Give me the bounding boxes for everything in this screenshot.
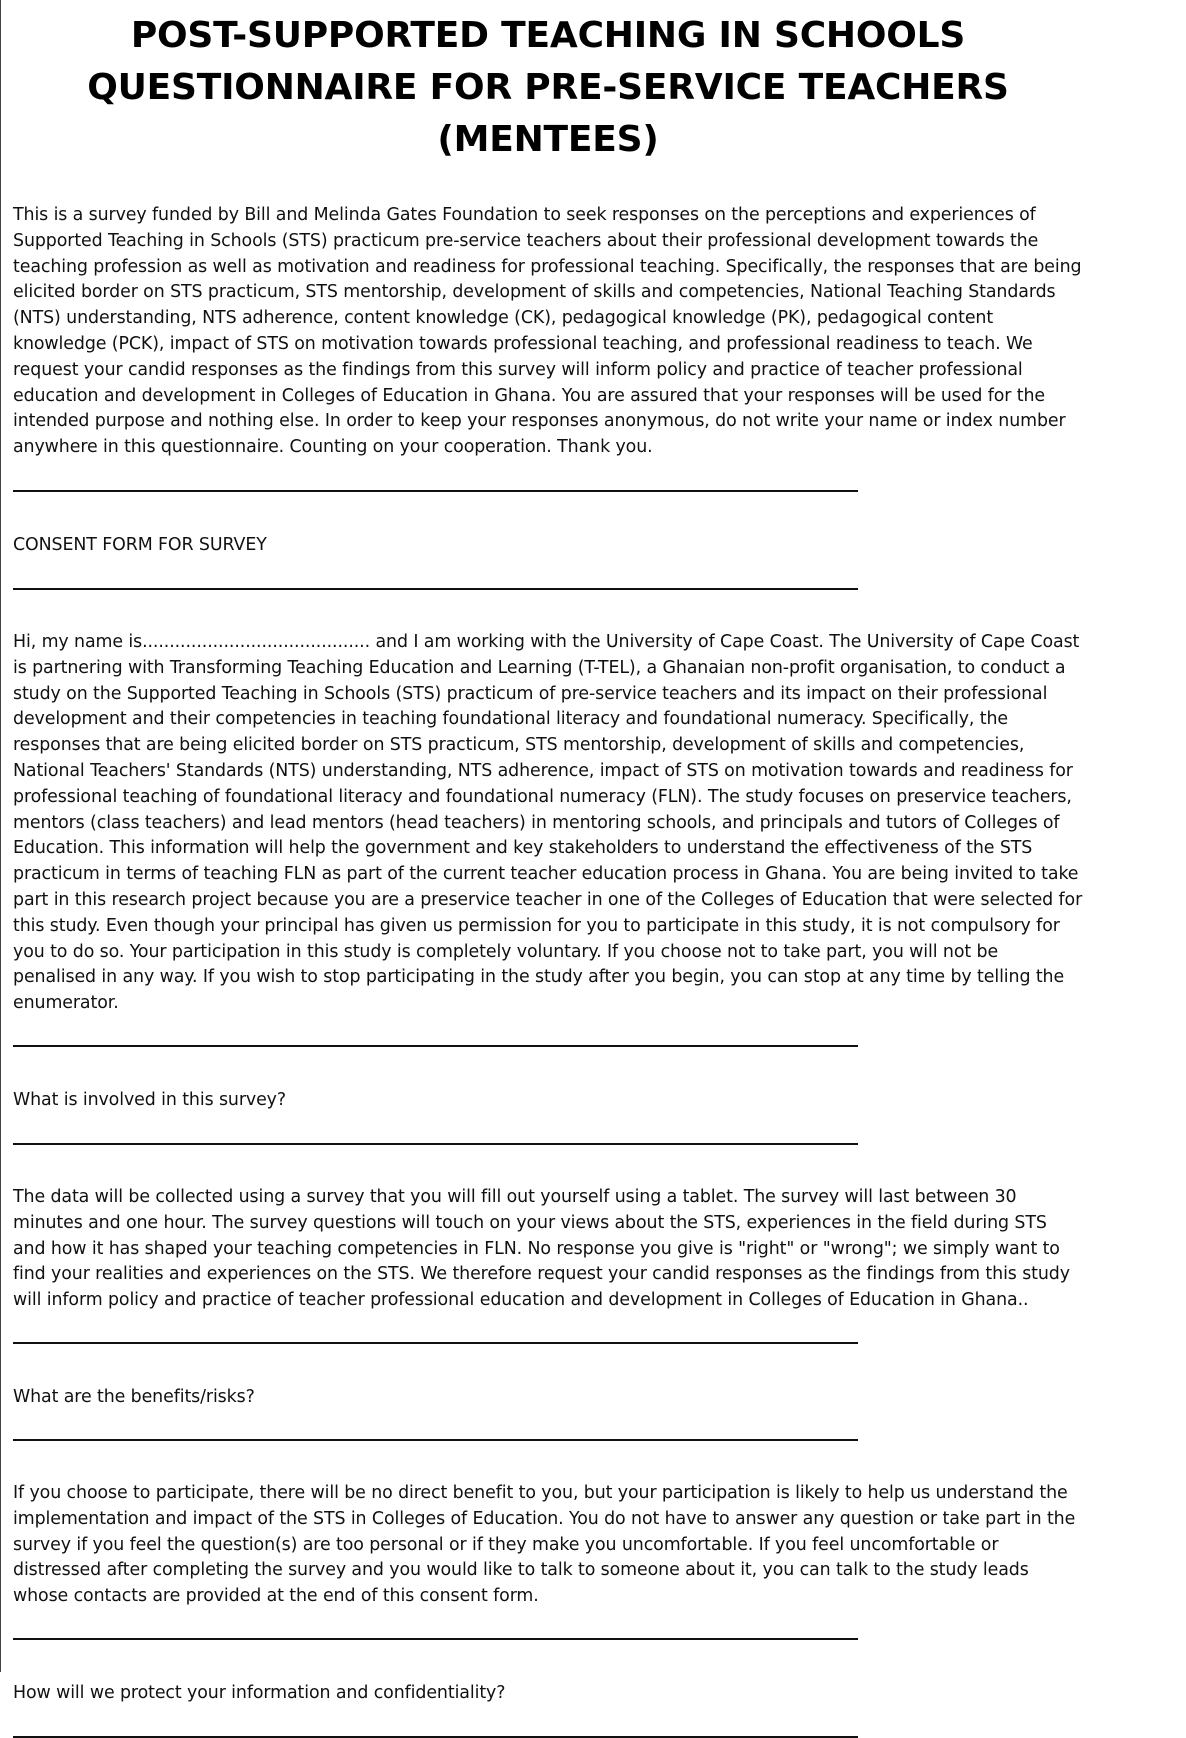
section-divider (13, 1045, 858, 1047)
section-divider (13, 1342, 858, 1344)
involvement-paragraph: The data will be collected using a survey that you will fill out yourself using a tablet. The survey will last between 30 minutes and one hour. The survey questions will touch on your views about the STS, experiences in the field during STS and how it has shaped your teaching competencies in FLN. No response you give is "right" or "wrong"; we simply want to find your realities and experiences on the STS. We therefore request your candid responses as the findings from this study will inform policy and practice of teacher professional education and development in Colleges of Education in Ghana.. (13, 1186, 1070, 1311)
consent-form-heading: CONSENT FORM FOR SURVEY (13, 534, 267, 555)
section-divider (13, 1439, 858, 1441)
section-divider (13, 1638, 858, 1640)
consent-paragraph: Hi, my name is.......................................... and I am working with the University of Cape Coast. The University of Cape Coast is partnering with Transforming Teaching Education and Learning (T-TEL), a Ghanaian non-profit organisation, to conduct a study on the Supported Teaching in Schools (STS) practicum of pre-service teachers and its impact on their professional development and their competencies in teaching foundational literacy and foundational numeracy. Specifically, the responses that are being elicited border on STS practicum, STS mentorship, development of skills and competencies, National Teachers' Standards (NTS) understanding, NTS adherence, impact of STS on motivation towards and readiness for professional teaching of foundational literacy and foundational numeracy (FLN). The study focuses on preservice teachers, mentors (class teachers) and lead mentors (head teachers) in mentoring schools, and principals and tutors of Colleges of Education. This information will help the government and key stakeholders to understand the effectiveness of the STS practicum in terms of teaching FLN as part of the current teacher education process in Ghana. You are being invited to take part in this research project because you are a preservice teacher in one of the Colleges of Education that were selected for this study. Even though your principal has given us permission for you to participate in this study, it is not compulsory for you to do so. Your participation in this study is completely voluntary. If you choose not to take part, you will not be penalised in any way. If you wish to stop participating in the study after you begin, you can stop at any time by telling the enumerator. (13, 631, 1083, 1014)
confidentiality-heading: How will we protect your information and confidentiality? (13, 1682, 506, 1703)
intro-paragraph: This is a survey funded by Bill and Melinda Gates Foundation to seek responses on the perceptions and experiences of Supported Teaching in Schools (STS) practicum pre-service teachers about their professional development towards the teaching profession as well as motivation and readiness for professional teaching. Specifically, the responses that are being elicited border on STS practicum, STS mentorship, development of skills and competencies, National Teaching Standards (NTS) understanding, NTS adherence, content knowledge (CK), pedagogical knowledge (PK), pedagogical content knowledge (PCK), impact of STS on motivation towards professional teaching, and professional readiness to teach. We request your candid responses as the findings from this survey will inform policy and practice of teacher professional education and development in Colleges of Education in Ghana. You are assured that your responses will be used for the intended purpose and nothing else. In order to keep your responses anonymous, do not write your name or index number anywhere in this questionnaire. Counting on your cooperation. Thank you. (13, 205, 1082, 458)
benefits-risks-paragraph: If you choose to participate, there will be no direct benefit to you, but your participation is likely to help us understand the implementation and impact of the STS in Colleges of Education. You do not have to answer any question or take part in the survey if you feel the question(s) are too personal or if they make you uncomfortable. If you feel uncomfortable or distressed after completing the survey and you would like to talk to someone about it, you can talk to the study leads whose contacts are provided at the end of this consent form. (13, 1482, 1076, 1607)
questionnaire-page (13, 0, 1083, 1738)
benefits-risks-heading: What are the benefits/risks? (13, 1386, 255, 1407)
page-title: POST-SUPPORTED TEACHING IN SCHOOLS QUESTIONNAIRE FOR PRE-SERVICE TEACHERS (MENTEES) (87, 15, 1009, 160)
involvement-heading: What is involved in this survey? (13, 1089, 287, 1110)
section-divider (13, 588, 858, 590)
section-divider (13, 1143, 858, 1145)
page-left-border (0, 0, 1, 1672)
section-divider (13, 490, 858, 492)
